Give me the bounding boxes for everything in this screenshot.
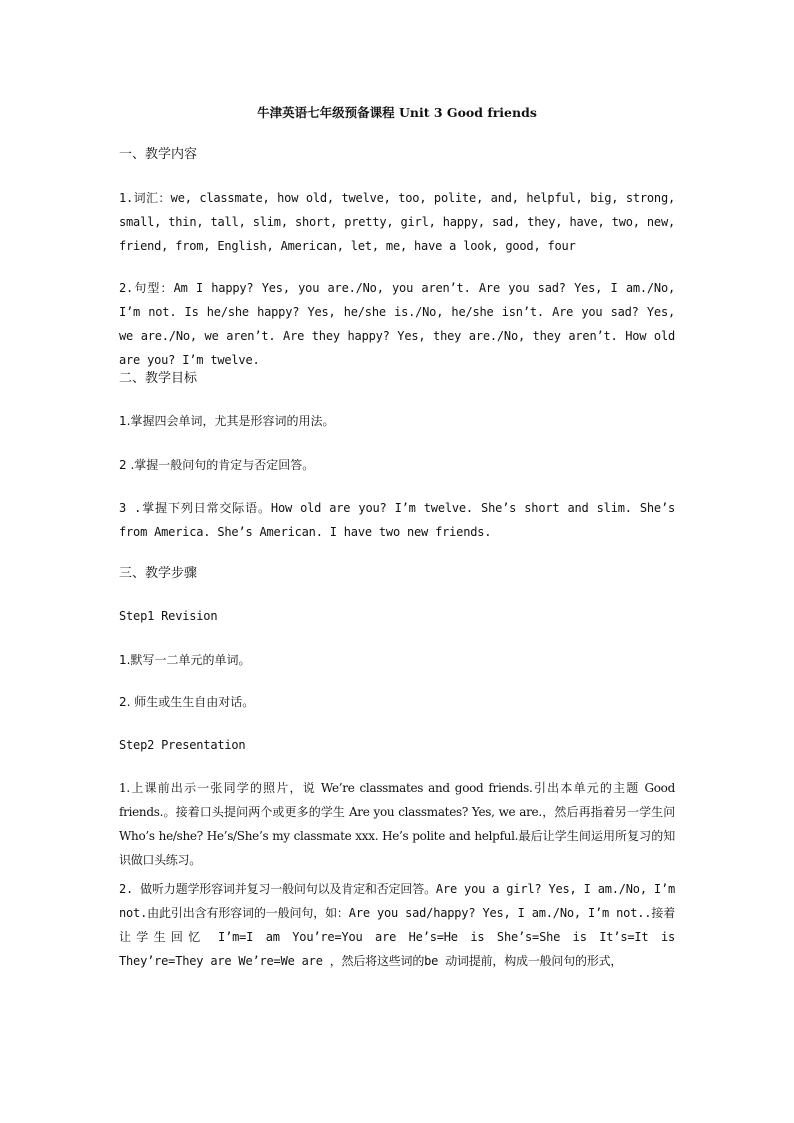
step2-title: Step2 Presentation (119, 738, 246, 752)
vocabulary-paragraph: 1.词汇：we, classmate, how old, twelve, too, polite, and, helpful, big, strong, small, thin, tall, slim, short, pretty, girl, happy, sad, they, have, two, new, friend, from, English, American, let, me, have a look, good, four (119, 191, 675, 253)
goal-item-1: 1.掌握四会单词，尤其是形容词的用法。 (119, 414, 335, 428)
step2-item-2: 2. 做听力题学形容词并复习一般问句以及肯定和否定回答。Are you a girl? Yes, I am./No, I’m not.由此引出含有形容词的一般问句，如：Are you sad/happy? Yes, I am./No, I’m not..接着让学生回忆 I’m=I am You’re=You are He’s=He is She’s=She is It’s=It is They’re=They are We’re=We are ，然后将这些词的be 动词提前，构成一般问句的形式， (119, 882, 675, 968)
document-title: 牛津英语七年级预备课程 Unit 3 Good friends (257, 105, 537, 120)
section-heading-content: 一、教学内容 (119, 147, 198, 162)
step2-item-1: 1.上课前出示一张同学的照片，说 We’re classmates and good friends.引出本单元的主题 Good friends.。接着口头提问两个或更多的学生 Are you classmates? Yes, we are.，然后再指着另一学生问 Who’s he/she? He’s/She’s my classmate xxx. He’s polite and helpful.最后让学生间运用所复习的知识做口头练习。 (119, 781, 675, 867)
step1-title: Step1 Revision (119, 609, 218, 623)
sentence-patterns-paragraph: 2.句型：Am I happy? Yes, you are./No, you aren’t. Are you sad? Yes, I am./No, I’m not. Is he/she happy? Yes, he/she is./No, he/she isn’t. Are you sad? Yes, we are./No, we aren’t. Are they happy? Yes, they are./No, they aren’t. How old are you? I’m twelve. (119, 281, 675, 367)
step1-item-1: 1.默写一二单元的单词。 (119, 653, 251, 667)
section-heading-steps: 三、教学步骤 (119, 566, 198, 581)
goal-item-3: 3 .掌握下列日常交际语。How old are you? I’m twelve. She’s short and slim. She’s from America. She’s American. I have two new friends. (119, 501, 675, 539)
step1-item-2: 2. 师生或生生自由对话。 (119, 695, 255, 709)
goal-item-2: 2 .掌握一般问句的肯定与否定回答。 (119, 458, 315, 472)
section-heading-goals: 二、教学目标 (119, 371, 198, 386)
